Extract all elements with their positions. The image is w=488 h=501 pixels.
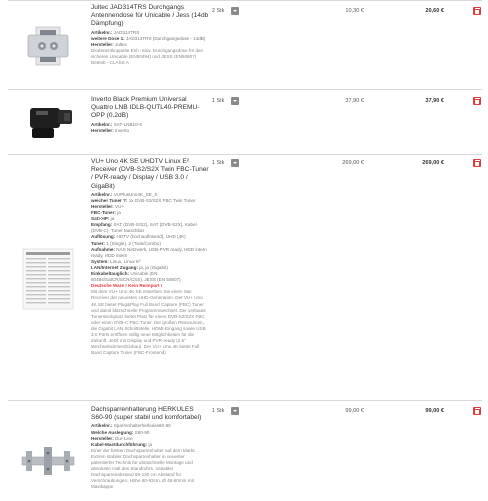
item-description: Einer der besten Dachsparrenhalter auf dem Markt. Extrem stabiler Dachsparrenhalter in neuester patentierter Technik für ultraschnelle Montage und absoluten Halt des Standrohrs. Variabler Dachsparrenabstand 55-130 cm Abstand für Verschraubungen. Höhe 80-93cm, Ø 48-60mm mit Maxikappe. [91,447,196,490]
quantity-select[interactable] [210,7,240,15]
item-title[interactable]: Dachsparrenhalterung HERKULES S60-90 (super stabil und komfortabel) [91,406,202,422]
item-details [91,96,209,134]
trash-icon[interactable] [473,407,481,415]
quantity-value: 2 Stk [212,8,225,14]
trash-icon[interactable] [473,159,481,167]
detail-recording: Aufnahme: NAS Netzwerk, USB-PVR ready, HDD intern ready, HDD intern [91,246,207,258]
quantity-value: 1 Stk [212,98,225,104]
quantity-select[interactable] [210,407,240,415]
item-details [91,4,209,66]
quantity-select[interactable] [210,97,240,105]
chevron-down-icon[interactable] [231,7,239,15]
detail-reception: Empfang: SAT (DVB-S/S2), SAT (DVB-S2X), Kabel (DVB-C), Tuner tauschbar [91,222,197,234]
unit-price: 269,00 € [342,160,364,166]
total-price: 99,00 € [425,408,444,414]
trash-icon[interactable] [473,97,481,105]
detail-tuner-option: weicher Tuner ?: 1x DVB-S2/S2X FBC Twin Tuner [91,197,196,203]
total-price: 20,60 € [425,8,444,14]
detail-manufacturer: Hersteller: Jultec [91,41,128,47]
detail-extra-socket: weitere Dose 1: JAD314TRS (Durchgangsdose - 14dB) [91,35,206,41]
detail-system: System: Linux, Linux E² [91,258,141,264]
receiver-datasheet-image [18,247,78,311]
item-details [91,406,209,490]
detail-lan: LAN/Internet Zugang: ja, ja (Gigabit) [91,264,168,270]
item-description: Mit dem VU+ Uno 4K SE erwerben Sie einen Sat-Receiver der neuesten UHD-Generation. Der VU+ Uno 4K SE bietet Plug&Play Full Band Capture (FBC) Tuner und damit blitzschnelle Programmwechsel. Der verbaute Tunersteckplatz bietet Platz für einen DVB-S2/S2X FBC oder einen DVB-C FBC Tuner. Die großen Ressourcen, die Gigabit LAN Schnittstelle, HDMI-Eingang sowie USB 3.0 Ports eröffnen völlig neue Möglichkeiten für die Zukunft. Jetzt mit Display und PVR-ready (2.5" Wechselrahmen/Einbau). Der VU+ Uno 4K bietet Full Band Capture Tuner (FBC-Frontend) [91,289,206,356]
detail-cable-feedthrough: Kabel-Mastdurchführung: ja [91,441,153,447]
item-description: Diodenentkoppelte Enh.-Sow. Durchgangsdose für den sicheren Unicable (EN50494) und JESS (EN50607) Betrieb - CLASS A [91,47,204,66]
detail-manufacturer: Hersteller: Dur-Line [91,435,133,441]
detail-article-number: Artikelnr.: JAD314TRS [91,29,140,35]
total-price: 269,00 € [422,160,444,166]
chevron-down-icon[interactable] [231,159,239,167]
detail-article-number: Artikelnr.: VUPlusUno4K_SE_S [91,191,158,197]
detail-single-cable: Einkabeltauglich: Unicable (EN 50494/SatCR/SCR/CSS), JESS (EN 50607) [91,271,181,283]
warning-text: Deutsche Ware ! Kein Reimport ! [91,283,163,289]
trash-icon[interactable] [473,7,481,15]
detail-manufacturer: Hersteller: VU+ [91,204,125,209]
item-title[interactable]: VU+ Uno 4K SE UHDTV Linux E² Receiver (DVB-S2/S2X Twin FBC-Tuner / PVR-ready / Display / USB 3.0 / GigaBit) [91,158,209,190]
detail-article-number: Artikelnr.: SAT-LNB10-S [91,121,143,127]
detail-design: Welche Auslegung: S60-90 [91,429,150,435]
chevron-down-icon[interactable] [231,97,239,105]
antenna-socket-image [18,21,78,71]
item-details [91,158,209,356]
total-price: 37,90 € [425,98,444,104]
detail-article-number: Artikelnr.: Sparrenhalterherkules60-90 [91,423,171,429]
unit-price: 10,30 € [345,8,364,14]
unit-price: 99,00 € [345,408,364,414]
quantity-select[interactable] [210,159,240,167]
chevron-down-icon[interactable] [231,407,239,415]
cart-item-row [8,154,482,400]
cart-item-row [8,0,482,89]
detail-resolution: Auflösung: HDTV (hochauflösend), UHD (4K) [91,234,186,240]
item-title[interactable]: Jultec JAD314TRS Durchgangs Antennendose für Unicable / Jess (14db Dämpfung) [91,4,209,28]
rafter-mount-image [18,439,78,485]
detail-tuner: Tuner: 1 (Single), 2 (Twin/Combo) [91,240,161,246]
unit-price: 37,90 € [345,98,364,104]
detail-fbc-tuner: FBC-Tuner: ja [91,210,121,216]
quantity-value: 1 Stk [212,408,225,414]
cart-item-row [8,89,482,154]
detail-manufacturer: Hersteller: Inverto [91,127,130,133]
detail-sat-ip: Sat>>IP: ja [91,216,115,222]
item-title[interactable]: Inverto Black Premium Universal Quattro LNB IDLB-QUTL40-PREMU-OPP (0,2dB) [91,96,200,120]
cart-item-row [8,400,482,501]
quantity-value: 1 Stk [212,160,225,166]
lnb-image [18,98,78,144]
